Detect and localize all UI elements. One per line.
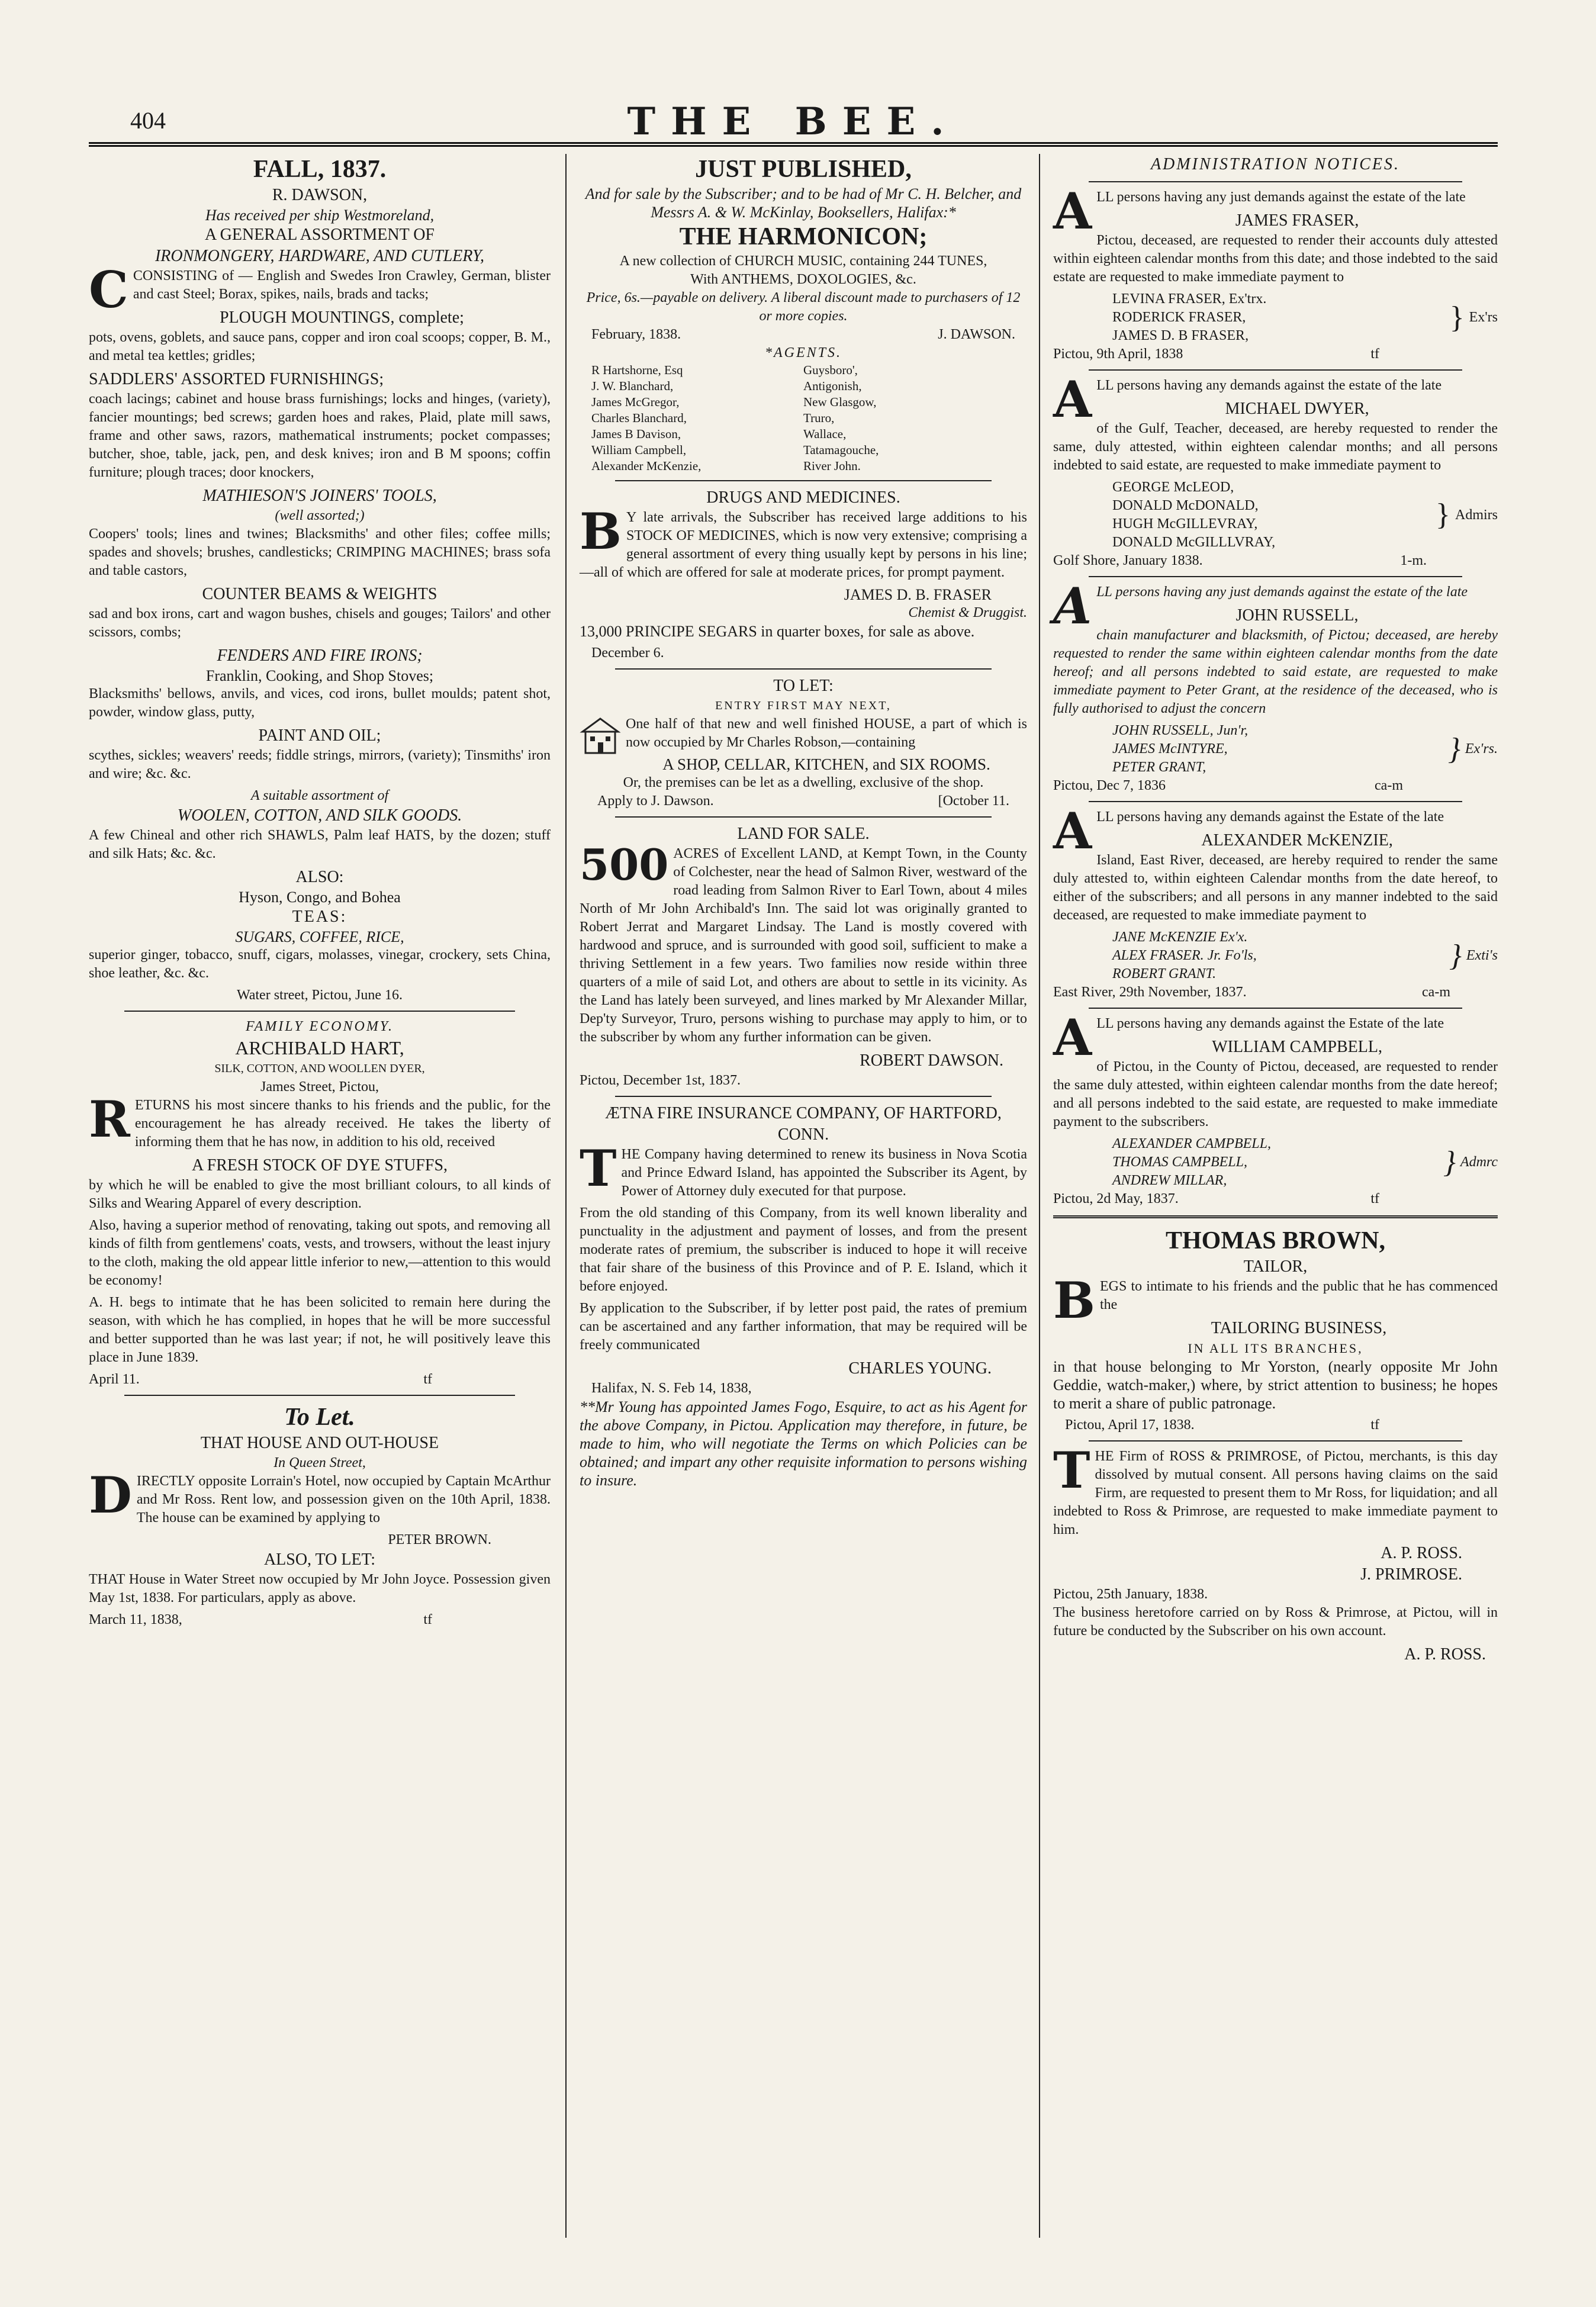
notice-4-intro-text: LL persons having any demands against the Estate of the late xyxy=(1096,809,1444,825)
one-half-text xyxy=(580,715,1027,752)
notice-2-date: Golf Shore, January 1838. xyxy=(1053,553,1203,568)
notice-2-name: MICHAEL DWYER, xyxy=(1225,400,1369,418)
archibald-heading: ARCHIBALD HART, xyxy=(235,1037,404,1058)
administrator: HUGH McGILLEVRAY, xyxy=(1112,516,1258,532)
divider xyxy=(1089,801,1462,802)
brace-mark: } xyxy=(1449,300,1465,334)
notice-5-date: Pictou, 2d May, 1837. xyxy=(1053,1191,1179,1206)
dropcap-a: A xyxy=(1053,182,1092,240)
mathiesons-heading: MATHIESON'S JOINERS' TOOLS, xyxy=(202,487,437,505)
chemist-title: Chemist & Druggist. xyxy=(908,605,1027,620)
aetna-text-2: From the old standing of this Company, from its well known liberality and punctuality in the adjustment and payment of losses, and from the present moderate rates of premium, the subscriber is induced to hope it will receive that fair share of the business of this Province and of P. E. Island, which it before enjoyed. xyxy=(580,1205,1027,1294)
saddlers-heading: SADDLERS' ASSORTED FURNISHINGS; xyxy=(89,370,384,388)
drugs-body: Y late arrivals, the Subscriber has received large additions to his STOCK OF MEDICINES, which is now very extensive; comprising a general assortment of every thing usually kept by persons in his line;—all of which are offered for sale at moderate prices, for prompt payment. xyxy=(580,510,1027,580)
peter-brown-sig: PETER BROWN. xyxy=(388,1532,491,1547)
scythes-text: scythes, sickles; weavers' reeds; fiddle strings, mirrors, (variety); Tinsmiths' iron and wire; &c. &c. xyxy=(89,748,551,781)
rp-date: Pictou, 25th January, 1838. xyxy=(1053,1587,1208,1602)
agent-place: New Glasgow, xyxy=(803,395,877,409)
exec-label: Ex'rs. xyxy=(1465,741,1498,757)
executor: PETER GRANT, xyxy=(1112,760,1206,775)
pots-text: pots, ovens, goblets, and sauce pans, copper and iron coal scoops; copper, B. M., and metal tea kettles; gridles; xyxy=(89,330,551,363)
dropcap-t: T xyxy=(580,1139,617,1198)
family-economy-heading: FAMILY ECONOMY. xyxy=(246,1019,394,1034)
harmonicon-heading: THE HARMONICON; xyxy=(679,223,928,250)
admin-heading: ADMINISTRATION NOTICES. xyxy=(1150,155,1401,173)
plough-heading: PLOUGH MOUNTINGS, complete; xyxy=(219,308,464,327)
thomas-brown-heading: THOMAS BROWN, xyxy=(1165,1227,1386,1254)
dropcap-b: B xyxy=(580,502,622,561)
march11-date: March 11, 1838, xyxy=(89,1612,182,1627)
notice-2-body: of the Gulf, Teacher, deceased, are hereby requested to render the same, duly attested, within eighteen calendar months; and all persons indebted to said estate, are requested to make immediate payment to xyxy=(1053,421,1498,473)
notice-3-name: JOHN RUSSELL, xyxy=(1235,606,1359,625)
dec6-date: December 6. xyxy=(591,645,664,661)
franklin-text: Franklin, Cooking, and Shop Stoves; xyxy=(205,667,434,684)
ap-ross-sig-2: A. P. ROSS. xyxy=(1404,1645,1486,1664)
dawson-name: R. DAWSON, xyxy=(272,186,368,204)
coach-text: coach lacings; cabinet and house brass furnishings; locks and hinges, (variety), fancier mountings; bed screws; garden hoes and rakes, Plaid, plate mill saws, frame and other saws, razors, mathematical instruments; pocket compasses; butcher, shoe, table, jack, pen, and desk knives; iron and B M spoons; coffin furniture; plough traces; door knockers, xyxy=(89,391,551,480)
just-published-heading: JUST PUBLISHED, xyxy=(695,156,912,183)
shop-cellar-text: A SHOP, CELLAR, KITCHEN, and SIX ROOMS. xyxy=(662,755,990,773)
administrator: GEORGE McLEOD, xyxy=(1112,480,1234,495)
for-sale-text: And for sale by the Subscriber; and to be had of Mr C. H. Belcher, and Messrs A. & W. McKinlay, Booksellers, Halifax:* xyxy=(585,185,1022,221)
dropcap-b: B xyxy=(1053,1271,1095,1330)
fraser-sig: JAMES D. B. FRASER xyxy=(844,586,992,603)
tf-mark: tf xyxy=(1370,1191,1379,1206)
returns-body: ETURNS his most sincere thanks to his friends and the public, for the encouragement he has already received. He takes the liberty of informing them that he has now, in addition to his old, received xyxy=(134,1098,551,1150)
executor: RODERICK FRASER, xyxy=(1112,310,1246,325)
column-1 xyxy=(89,154,551,2238)
aetna-text-1 xyxy=(580,1139,1027,1201)
directly-body: IRECTLY opposite Lorrain's Hotel, now occupied by Captain McArthur and Mr Ross. Rent low, and possession given on the 10th April, 1838. The house can be examined by applying to xyxy=(136,1473,551,1526)
segars-text: 13,000 PRINCIPE SEGARS in quarter boxes, for sale as above. xyxy=(580,623,975,640)
divider xyxy=(124,1011,515,1012)
tf-mark: tf xyxy=(1370,1417,1379,1433)
ironmongery-heading: IRONMONGERY, HARDWARE, AND CUTLERY, xyxy=(155,247,485,265)
agent-name: James McGregor, xyxy=(591,395,680,409)
fall-heading: FALL, 1837. xyxy=(253,156,387,183)
notice-5-name: WILLIAM CAMPBELL, xyxy=(1212,1038,1382,1056)
fenders-heading: FENDERS AND FIRE IRONS; xyxy=(217,646,423,665)
executor: JAMES McINTYRE, xyxy=(1112,741,1228,757)
halifax-date: Halifax, N. S. Feb 14, 1838, xyxy=(591,1381,752,1396)
notice-1-name: JAMES FRASER, xyxy=(1235,211,1359,230)
feb-date: February, 1838. xyxy=(591,327,681,342)
dropcap-a: A xyxy=(1053,802,1092,860)
executor: LEVINA FRASER, Ex'trx. xyxy=(1112,291,1267,307)
to-let-heading: TO LET: xyxy=(773,677,834,695)
notice-2-intro-text: LL persons having any demands against the estate of the late xyxy=(1096,378,1442,393)
ap-ross-sig: A. P. ROSS. xyxy=(1381,1544,1462,1562)
dropcap-a: A xyxy=(1053,370,1092,429)
primrose-sig: J. PRIMROSE. xyxy=(1360,1565,1462,1584)
administrator: ANDREW MILLAR, xyxy=(1112,1173,1227,1188)
anthems-text: With ANTHEMS, DOXOLOGIES, &c. xyxy=(690,272,916,287)
price-text: Price, 6s.—payable on delivery. A liberal discount made to purchasers of 12 or more copies. xyxy=(586,290,1021,324)
notice-5-intro-text: LL persons having any demands against the Estate of the late xyxy=(1096,1016,1444,1031)
agent-name: R Hartshorne, Esq xyxy=(591,363,683,377)
by-which-text: by which he will be enabled to give the most brilliant colours, to all kinds of Silks and Wearing Apparel of every description. xyxy=(89,1177,551,1211)
robert-dawson-sig: ROBERT DAWSON. xyxy=(860,1051,1003,1070)
notice-4-executors xyxy=(1053,928,1498,983)
agent-name: James B Davison, xyxy=(591,427,681,441)
land-for-sale-heading: LAND FOR SALE. xyxy=(737,825,870,843)
notice-3-body: chain manufacturer and blacksmith, of Pictou; deceased, are hereby requested to render the same within eighteen calendar months from the date hereof; and all persons indebted to said estate, are requested to make immediate payment to Peter Grant, at the residence of the deceased, who is fully authorised to adjust the concern xyxy=(1053,628,1498,716)
agent-name: William Campbell, xyxy=(591,443,687,457)
dropcap-c: C xyxy=(89,260,128,319)
land-text xyxy=(580,839,1027,1047)
pictou-dec1: Pictou, December 1st, 1837. xyxy=(580,1073,741,1088)
queen-street: In Queen Street, xyxy=(273,1455,366,1471)
coopers-text: Coopers' tools; lines and twines; Blacksmiths' and other files; coffee mills; spades and shovels; brushes, candlesticks; CRIMPING MACHINES; brass sofa and table castors, xyxy=(89,526,551,578)
blacksmiths-text: Blacksmiths' bellows, anvils, and vices, cod irons, bullet moulds; patent shot, powder, window glass, putty, xyxy=(89,686,551,720)
agents-list xyxy=(580,362,1027,474)
aetna-body-1: HE Company having determined to renew its business in Nova Scotia and Prince Edward Island, has appointed the Subscriber its Agent, by Power of Attorney duly executed for that purpose. xyxy=(621,1147,1027,1199)
tf-mark: tf xyxy=(423,1612,432,1627)
oct11-date: [October 11. xyxy=(938,793,1009,809)
brace-mark: } xyxy=(1448,732,1460,766)
notice-3-executors xyxy=(1053,722,1498,777)
fresh-stock-heading: A FRESH STOCK OF DYE STUFFS, xyxy=(191,1156,448,1175)
also-to-let-heading: ALSO, TO LET: xyxy=(263,1550,376,1569)
rp-text-2: The business heretofore carried on by Ross & Primrose, at Pictou, will in future be conducted by the Subscriber on his own account. xyxy=(1053,1605,1498,1639)
jdawson-sig: J. DAWSON. xyxy=(938,327,1015,342)
general-assortment: A GENERAL ASSORTMENT OF xyxy=(204,226,435,244)
admin-label: Admirs xyxy=(1455,507,1498,523)
administrator: ALEXANDER CAMPBELL, xyxy=(1112,1136,1271,1151)
drugs-heading: DRUGS AND MEDICINES. xyxy=(706,488,900,507)
notice-1-date: Pictou, 9th April, 1838 xyxy=(1053,346,1183,362)
divider xyxy=(124,1395,515,1396)
directly-text xyxy=(89,1466,551,1527)
divider xyxy=(1089,181,1462,182)
water-street-date: Water street, Pictou, June 16. xyxy=(237,987,403,1003)
tb-body-1: EGS to intimate to his friends and the public that he has commenced the xyxy=(1100,1279,1498,1312)
divider xyxy=(615,480,992,481)
divider xyxy=(615,1096,992,1097)
land-body: ACRES of Excellent LAND, at Kempt Town, in the County of Colchester, near the head of Salmon River, westward of the road leading from Salmon River to Earl Town, about 4 miles North of Mr John Archibald's Inn. The said lot was originally granted to Robert Jerrat and Margaret Lindsay. The Land is mostly covered with hardwood and spruce, and is surrounded with good soil, sufficient to make a thriving Settlement in a few years. Two families now reside within three quarters of a mile of said Lot, and others are about to settle in its vicinity. As the Land has lately been surveyed, and lines marked by Mr Alexander Millar, Dep'ty Surveyor, Truro, persons wishing to purchase may apply to him, or to the subscriber by whom any further information can be given. xyxy=(580,846,1027,1045)
agent-place: Guysboro', xyxy=(803,363,858,377)
tf-mark: tf xyxy=(423,1372,432,1387)
divider xyxy=(615,816,992,818)
newspaper-page xyxy=(89,77,1498,2255)
woolen-heading: WOOLEN, COTTON, AND SILK GOODS. xyxy=(177,806,462,825)
exec-label: Exti's xyxy=(1466,948,1498,963)
dropcap-a: A xyxy=(1053,1008,1092,1067)
page-number: 404 xyxy=(130,107,166,134)
aetna-text-3: By application to the Subscriber, if by letter post paid, the rates of premium can be ascertained and any farther information, that may be required will be freely communicated xyxy=(580,1301,1027,1353)
notice-1-intro-text: LL persons having any just demands against the estate of the late xyxy=(1096,189,1466,205)
shawls-text: A few Chineal and other rich SHAWLS, Palm leaf HATS, by the dozen; stuff and silk Hats; &c. &c. xyxy=(89,828,551,861)
rp-body: HE Firm of ROSS & PRIMROSE, of Pictou, merchants, is this day dissolved by mutual consent. All persons having claims on the said Firm, are requested to present them to Mr Ross, for liquidation; and all indebted to Ross & Primrose, are requested to make immediate payment to him. xyxy=(1053,1449,1498,1537)
aetna-heading: ÆTNA FIRE INSURANCE COMPANY, OF HARTFORD, CONN. xyxy=(605,1104,1002,1144)
agent-name: J. W. Blanchard, xyxy=(591,379,674,393)
silk-dyer: SILK, COTTON, AND WOOLLEN DYER, xyxy=(214,1062,425,1075)
dawson-ship: Has received per ship Westmoreland, xyxy=(205,207,435,224)
agent-place: Antigonish, xyxy=(803,379,862,393)
notice-2-admins xyxy=(1053,478,1498,552)
five-hundred: 500 xyxy=(580,839,669,890)
newspaper-title: THE BEE. xyxy=(627,99,960,144)
branches-text: IN ALL ITS BRANCHES, xyxy=(1188,1341,1363,1356)
masthead xyxy=(89,77,1498,147)
divider xyxy=(1089,1440,1462,1442)
sad-text: sad and box irons, cart and wagon bushes, chisels and gouges; Tailors' and other scissors, combs; xyxy=(89,606,551,640)
aetna-note: **Mr Young has appointed James Fogo, Esquire, to act as his Agent for the above Company, in Pictou. Application may therefore, in future, be made to him, who will negotiate the Terms on which Policies can be obtained; and impart any other requisite information to persons wishing to insure. xyxy=(580,1398,1027,1489)
brace-mark: } xyxy=(1443,1145,1456,1179)
agents-heading: *AGENTS. xyxy=(764,345,842,361)
agent-place: Truro, xyxy=(803,411,835,425)
also-having-text: Also, having a superior method of renovating, taking out spots, and removing all kinds of filth from gentlemens' coats, vests, and trowsers, without the least injury to the cloth, making the old appear little inferior to new,—attention to this would be economy! xyxy=(89,1218,551,1288)
notice-4-date: East River, 29th November, 1837. xyxy=(1053,984,1247,1000)
charles-young-sig: CHARLES YOUNG. xyxy=(848,1359,992,1378)
dropcap-r: R xyxy=(89,1090,130,1148)
paint-heading: PAINT AND OIL; xyxy=(258,726,381,745)
administrator: DONALD McDONALD, xyxy=(1112,498,1259,513)
dropcap-t: T xyxy=(1053,1441,1090,1500)
executor: ALEX FRASER. Jr. Fo'ls, xyxy=(1112,948,1257,963)
notice-3-tag: ca-m xyxy=(1375,778,1403,793)
ah-begs-text: A. H. begs to intimate that he has been solicited to remain here during the season, with which he has complied, in hopes that he will be more successful and better supported than he was last year; if not, he will positively leave this place in June 1839. xyxy=(89,1295,551,1365)
agent-place: Tatamagouche, xyxy=(803,443,879,457)
notice-4-tag: ca-m xyxy=(1422,984,1450,1000)
dropcap-a: A xyxy=(1053,577,1092,635)
apply-dawson: Apply to J. Dawson. xyxy=(597,793,714,809)
well-assorted: (well assorted;) xyxy=(275,508,365,523)
executor: JOHN RUSSELL, Jun'r, xyxy=(1112,723,1249,738)
notice-3-intro-text: LL persons having any just demands against the estate of the late xyxy=(1096,584,1468,600)
administrator: THOMAS CAMPBELL, xyxy=(1112,1154,1247,1170)
drugs-text xyxy=(580,502,1027,582)
agent-place: River John. xyxy=(803,459,861,473)
admin-label: Admrc xyxy=(1460,1154,1498,1170)
divider xyxy=(1089,369,1462,371)
consisting-body: CONSISTING of — English and Swedes Iron Crawley, German, blister and cast Steel; Borax, spikes, nails, brads and tacks; xyxy=(133,268,551,302)
agent-name: Charles Blanchard, xyxy=(591,411,687,425)
executor: ROBERT GRANT. xyxy=(1112,966,1217,982)
teas-heading: TEAS: xyxy=(292,908,347,926)
executor: JANE McKENZIE Ex'x. xyxy=(1112,929,1248,945)
notice-4-name: ALEXANDER McKENZIE, xyxy=(1201,831,1393,850)
divider xyxy=(1089,576,1462,577)
water-house-text: THAT House in Water Street now occupied by Mr John Joyce. Possession given May 1st, 1838. For particulars, apply as above. xyxy=(89,1572,551,1605)
divider xyxy=(1089,1008,1462,1009)
administrator: DONALD McGILLLVRAY, xyxy=(1112,535,1276,550)
superior-text: superior ginger, tobacco, snuff, cigars, molasses, vinegar, crockery, sets China, shoe leather, &c. &c. xyxy=(89,947,551,981)
entry-text: ENTRY FIRST MAY NEXT, xyxy=(715,699,892,712)
hyson-text: Hyson, Congo, and Bohea xyxy=(239,889,401,906)
notice-2-tag: 1-m. xyxy=(1400,553,1427,568)
tf-mark: tf xyxy=(1370,346,1379,362)
agent-place: Wallace, xyxy=(803,427,847,441)
or-the-text: Or, the premises can be let as a dwelling, exclusive of the shop. xyxy=(623,775,984,790)
tailor-heading: TAILOR, xyxy=(1243,1257,1308,1276)
executor: JAMES D. B FRASER, xyxy=(1112,328,1249,343)
divider xyxy=(1053,1215,1498,1218)
exec-label: Ex'rs xyxy=(1469,310,1498,325)
sugars-heading: SUGARS, COFFEE, RICE, xyxy=(235,928,404,945)
that-house-heading: THAT HOUSE AND OUT-HOUSE xyxy=(200,1434,439,1452)
house-icon xyxy=(580,715,621,755)
to-let-heading: To Let. xyxy=(284,1404,355,1431)
notice-5-admins xyxy=(1053,1135,1498,1190)
column-2 xyxy=(565,154,1027,2238)
counter-heading: COUNTER BEAMS & WEIGHTS xyxy=(202,585,437,603)
tb-date: Pictou, April 17, 1838. xyxy=(1065,1417,1195,1433)
notice-4-body: Island, East River, deceased, are hereby required to render the same duly attested to, within eighteen Calendar months from the date hereof, to either of the subscribers; and all persons in any manner indebted to the said deceased, are requested to make immediate payment to xyxy=(1053,852,1498,923)
one-half-body: One half of that new and well finished HOUSE, a part of which is now occupied by Mr Charles Robson,—containing xyxy=(626,716,1027,750)
brace-mark: } xyxy=(1449,938,1462,973)
rp-text xyxy=(1053,1441,1498,1539)
new-collection-text: A new collection of CHURCH MUSIC, containing 244 TUNES, xyxy=(619,253,987,269)
notice-3-date: Pictou, Dec 7, 1836 xyxy=(1053,778,1166,793)
suitable-text: A suitable assortment of xyxy=(250,788,389,803)
divider xyxy=(615,668,992,670)
tb-text-2: in that house belonging to Mr Yorston, (nearly opposite Mr John Geddie, watch-maker,) where, by strict attention to business; he hopes to merit a share of public patronage. xyxy=(1053,1358,1498,1412)
agent-name: Alexander McKenzie, xyxy=(591,459,702,473)
notice-5-body: of Pictou, in the County of Pictou, deceased, are requested to render the same duly attested, within eighteen calendar months from the date hereof; and all persons indebted to the said estate, are requested to make immediate payment to the subscribers. xyxy=(1053,1059,1498,1130)
returns-text xyxy=(89,1090,551,1151)
column-3 xyxy=(1039,154,1498,2238)
notice-1-executors xyxy=(1053,290,1498,345)
notice-1-body: Pictou, deceased, are requested to render their accounts duly attested within eighteen calendar months from this date; and those indebted to the said estate are requested to make immediate payment to xyxy=(1053,233,1498,285)
james-street: James Street, Pictou, xyxy=(260,1079,379,1095)
april11-date: April 11. xyxy=(89,1372,140,1387)
dropcap-d: D xyxy=(89,1466,132,1524)
brace-mark: } xyxy=(1436,498,1450,532)
also-heading: ALSO: xyxy=(295,868,344,886)
tailoring-business-heading: TAILORING BUSINESS, xyxy=(1211,1319,1387,1337)
